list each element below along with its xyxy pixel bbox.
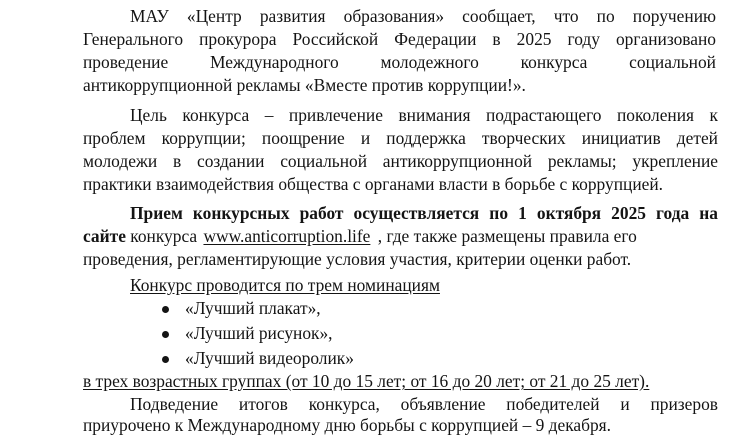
paragraph1-line2: Генерального прокурора Российской Федерации в 2025 году организовано bbox=[83, 29, 716, 49]
paragraph2-line4: практики взаимодействия общества с органами власти в борьбе с коррупцией. bbox=[83, 174, 664, 194]
paragraph3-line2 bbox=[83, 226, 637, 246]
text-after-link: , где также размещены правила его bbox=[377, 226, 637, 246]
text-before-link: конкурса bbox=[130, 226, 198, 246]
paragraph2-line2: проблем коррупции; поощрение и поддержка творческих инициатив детей bbox=[83, 128, 718, 148]
paragraph1-line4: антикоррупционной рекламы «Вместе против коррупции!». bbox=[83, 75, 526, 95]
paragraph1-line3: проведение Международного молодежного конкурса социальной bbox=[83, 52, 716, 72]
paragraph4-line1: Подведение итогов конкурса, объявление победителей и призеров bbox=[130, 394, 718, 414]
site-word: сайте bbox=[83, 226, 126, 246]
bullet-icon bbox=[162, 331, 169, 338]
contest-website-link[interactable]: www.anticorruption.life bbox=[203, 226, 371, 246]
nomination-drawing: «Лучший рисунок», bbox=[185, 323, 333, 343]
nomination-poster: «Лучший плакат», bbox=[185, 298, 321, 318]
nomination-video: «Лучший видеоролик» bbox=[185, 348, 354, 368]
age-groups: в трех возрастных группах (от 10 до 15 лет; от 16 до 20 лет; от 21 до 25 лет). bbox=[83, 371, 650, 391]
bullet-icon bbox=[162, 306, 169, 313]
paragraph1-line1: МАУ «Центр развития образования» сообщает, что по поручению bbox=[130, 6, 716, 26]
submission-deadline-line: Прием конкурсных работ осуществляется по 1 октября 2025 года на bbox=[130, 203, 718, 223]
nominations-heading: Конкурс проводится по трем номинациям bbox=[130, 275, 440, 295]
paragraph4-line2: приурочено к Международному дню борьбы с коррупцией – 9 декабря. bbox=[83, 415, 612, 435]
paragraph2-line1: Цель конкурса – привлечение внимания подрастающего поколения к bbox=[130, 105, 718, 125]
paragraph2-line3: молодежи в создании социальной антикоррупционной рекламы; укрепление bbox=[83, 151, 718, 171]
bullet-icon bbox=[162, 356, 169, 363]
paragraph3-line3: проведения, регламентирующие условия участия, критерии оценки работ. bbox=[83, 249, 632, 269]
